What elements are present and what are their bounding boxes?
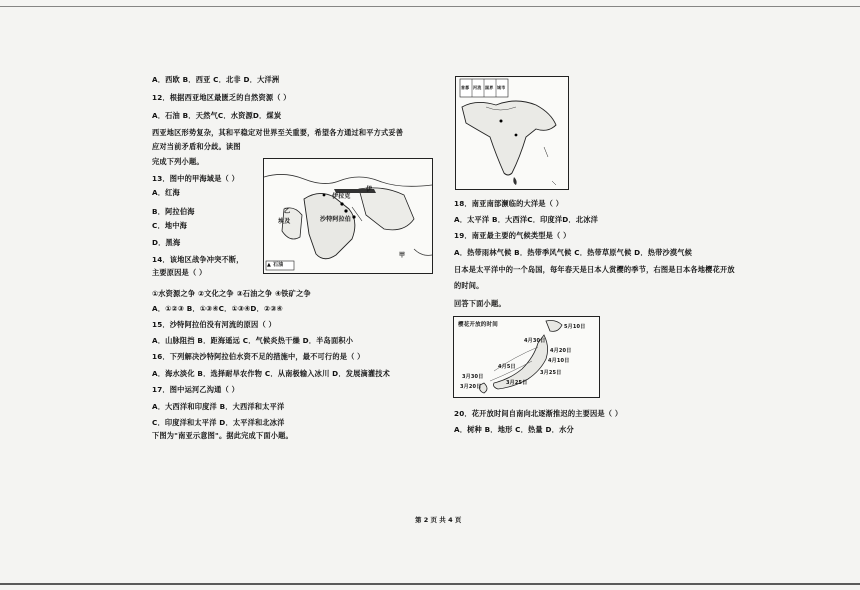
q15-question: 15．沙特阿拉伯没有河流的原因（ ） xyxy=(152,320,276,329)
q14-options: A．①②③ B．①③④C．①③④D．②③④ xyxy=(152,304,283,313)
japan-map xyxy=(453,316,600,398)
q19-options: A．热带雨林气候 B．热带季风气候 C．热带草原气候 D．热带沙漠气候 xyxy=(454,248,693,257)
intro-line-1: 西亚地区形势复杂，其和平稳定对世界至关重要，希望各方通过和平方式妥善 xyxy=(152,128,404,137)
q16-question: 16．下列解决沙特阿拉伯水资不足的措施中，最不可行的是（ ） xyxy=(152,352,365,361)
q18-options: A．太平洋 B．大西洋C．印度洋D．北冰洋 xyxy=(454,215,598,224)
q14-question-2: 主要原因是（ ） xyxy=(152,268,207,277)
japan-date-8: 3月25日 xyxy=(506,380,528,386)
south-asia-legend-item: 河流 xyxy=(473,85,482,90)
q20-options: A．树种 B．地形 C．热量 D．水分 xyxy=(454,425,574,434)
q18-question: 18．南亚南部濒临的大洋是（ ） xyxy=(454,199,564,208)
japan-date-0: 5月10日 xyxy=(564,324,586,330)
japan-date-4: 4月5日 xyxy=(498,364,516,370)
label-yi-canal: 乙 xyxy=(284,208,291,215)
japan-date-2: 4月20日 xyxy=(550,348,572,354)
q12-question: 12．根据西亚地区最匮乏的自然资源（ ） xyxy=(152,93,291,102)
japan-date-1: 4月30日 xyxy=(524,338,546,344)
q11-options: A．西欧 B．西亚 C．北非 D．大洋洲 xyxy=(152,75,280,84)
q17-question: 17．图中运河乙沟通（ ） xyxy=(152,385,239,394)
south-asia-legend-item: 首都 xyxy=(461,85,470,90)
japan-intro-2: 的时间。 xyxy=(454,281,484,290)
q20-question: 20．花开放时间自南向北逐渐推迟的主要因是（ ） xyxy=(454,409,623,418)
intro-line-3: 完成下列小题。 xyxy=(152,157,204,166)
q17-options-ab: A．大西洋和印度洋 B．大西洋和太平洋 xyxy=(152,402,285,411)
label-iraq: 伊拉克 xyxy=(332,193,351,200)
q14-choices: ①水资源之争 ②文化之争 ③石油之争 ④铁矿之争 xyxy=(152,289,311,298)
q17-options-cd: C．印度洋和太平洋 D．太平洋和北冰洋 xyxy=(152,418,285,427)
q12-options: A．石油 B．天然气C．水资源D．煤炭 xyxy=(152,111,282,120)
label-saudi: 沙特阿拉伯 xyxy=(320,216,352,223)
japan-date-6: 3月25日 xyxy=(540,370,562,376)
q14-question-1: 14．该地区战争冲突不断， xyxy=(152,255,244,264)
south-asia-legend-item: 城市 xyxy=(497,85,506,90)
q13-option-b: B．阿拉伯海 xyxy=(152,207,195,216)
japan-date-3: 4月10日 xyxy=(548,358,570,364)
page-footer: 第 2 页 共 4 页 xyxy=(415,516,462,524)
q15-options: A．山脉阻挡 B．距海遥远 C．气候炎热干燥 D．半岛面积小 xyxy=(152,336,354,345)
q13-option-c: C．地中海 xyxy=(152,221,188,230)
label-iran: 伊 xyxy=(366,186,373,193)
label-jia-sea: 甲 xyxy=(399,252,406,259)
south-asia-map xyxy=(455,76,569,190)
south-asia-map-drawing xyxy=(456,77,568,189)
q13-option-a: A．红海 xyxy=(152,188,180,197)
scan-edge-top xyxy=(0,6,860,7)
west-asia-map xyxy=(263,158,433,274)
answer-prompt: 回答下面小题。 xyxy=(454,299,506,308)
map-legend: ▲ 石油 xyxy=(267,262,284,268)
japan-date-5: 3月30日 xyxy=(462,374,484,380)
q19-question: 19．南亚最主要的气候类型是（ ） xyxy=(454,231,571,240)
japan-map-title: 樱花开放的时间 xyxy=(458,322,498,328)
japan-intro-1: 日本是太平洋中的一个岛国，每年春天是日本人赏樱的季节，右图是日本各地樱花开放 xyxy=(454,265,735,274)
q13-question: 13．图中的甲海域是（ ） xyxy=(152,174,239,183)
intro-line-2: 应对当前矛盾和分歧。读图 xyxy=(152,142,241,151)
south-asia-legend-item: 国界 xyxy=(485,85,494,90)
south-asia-intro: 下图为"南亚示意图"。据此完成下面小题。 xyxy=(152,431,293,440)
scan-edge-bottom xyxy=(0,583,860,585)
q16-options: A．海水淡化 B．选择耐旱农作物 C．从南极输入冰川 D．发展滴灌技术 xyxy=(152,369,391,378)
japan-date-7: 3月20日 xyxy=(460,384,482,390)
q13-option-d: D．黑海 xyxy=(152,238,181,247)
label-egypt: 埃及 xyxy=(278,218,291,225)
